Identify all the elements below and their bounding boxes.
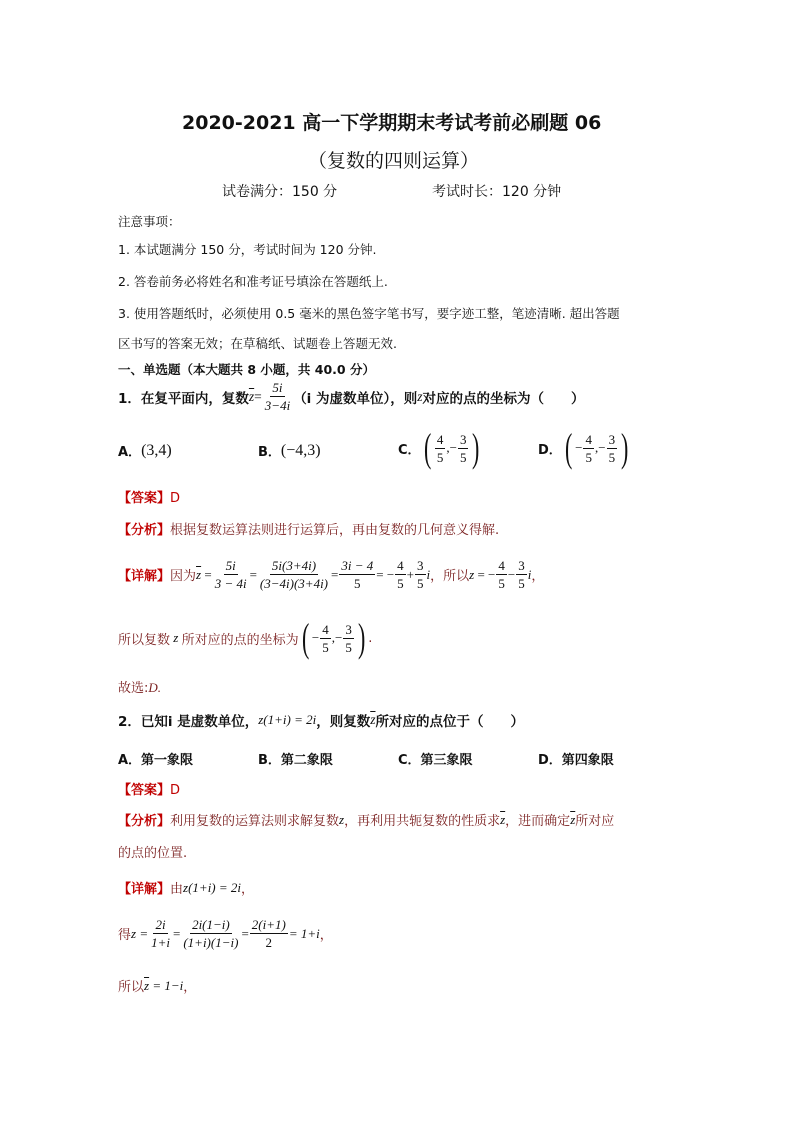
q1-c-d2: 5 — [459, 449, 467, 465]
q1-detail-line2-b: 所对应的点的坐标为 — [181, 632, 299, 648]
q1-df5-num: 3 — [417, 558, 424, 573]
q1-df2-num: 5i(3+4i) — [271, 558, 317, 573]
q1-c-d1: 5 — [436, 449, 444, 465]
q1-d-sign: − — [575, 440, 583, 455]
q1-l2-d2: 5 — [345, 639, 352, 655]
q1-l2-n1: 4 — [322, 621, 329, 637]
q2-prefix: 2．已知i 是虚数单位， — [118, 714, 259, 730]
q1-answer-label: 【答案】 — [118, 491, 171, 506]
q1-df6-num: 4 — [498, 558, 505, 573]
q1-detail-because: 因为 — [170, 569, 197, 584]
q1-detail-frac-4 — [395, 558, 406, 591]
q1-detail-frac-1 — [213, 558, 249, 591]
q1-prefix: 1．在复平面内，复数 — [118, 390, 249, 407]
q1-d-left-paren: ( — [564, 425, 573, 470]
q1-d-frac-1 — [583, 432, 594, 465]
q2-analysis-line-2: 的点的位置. — [118, 846, 188, 861]
q1-d-d2: 5 — [608, 449, 616, 465]
q1-conclusion — [118, 677, 161, 696]
q2-get-z: z = — [131, 925, 149, 941]
q2-answer-value: D — [170, 783, 181, 798]
q2-so-tail: = 1−i — [152, 977, 184, 993]
page-subtitle: （复数的四则运算） — [308, 150, 480, 172]
q1-conclusion-value: D. — [148, 680, 162, 695]
q1-detail-so: ，所以 — [430, 569, 470, 584]
q1-option-b-value: (−4,3) — [280, 441, 321, 459]
q2-mid: ，则复数 — [316, 714, 371, 730]
q2-option-c: C．第三象限 — [398, 753, 473, 768]
q2-analysis-z: z — [339, 811, 345, 827]
q1-df3-den: 5 — [354, 576, 361, 591]
q1-df1-num: 5i — [225, 558, 236, 573]
q1-l2-right-paren: ) — [357, 615, 366, 660]
q1-df4-den: 5 — [397, 576, 404, 591]
q1-option-c-label: C． — [398, 442, 421, 458]
q2-gf3-num: 2(i+1) — [251, 917, 286, 932]
q1-c-n2: 3 — [459, 431, 467, 447]
q1-df7-den: 5 — [518, 576, 525, 591]
section-heading: 一、单选题（本大题共 8 小题，共 40.0 分） — [118, 362, 375, 377]
q2-gf1-num: 2i — [155, 917, 166, 932]
q2-equation: z(1+i) = 2i — [258, 712, 317, 727]
q1-frac-den: 3−4i — [264, 398, 291, 413]
q2-detail-from: 由 — [170, 882, 184, 897]
q2-detail-comma: ， — [241, 882, 255, 897]
full-score: 试卷满分：150 分 — [222, 184, 338, 200]
note-item-2: 2. 答卷前务必将姓名和准考证号填涂在答题纸上. — [118, 274, 388, 289]
q1-detail-frac-6 — [496, 558, 507, 591]
q2-answer — [118, 779, 180, 798]
q1-df3-num: 3i − 4 — [341, 558, 374, 573]
q1-detail-line2-a: 所以复数 — [118, 632, 171, 648]
q1-d-d1: 5 — [585, 449, 592, 465]
q1-d-right-paren: ) — [621, 425, 629, 470]
q1-d-n1: 4 — [585, 431, 592, 447]
q2-g-tail: = 1+i — [288, 925, 320, 941]
q1-analysis-text: 根据复数运算法则进行运算后，再由复数的几何意义得解. — [170, 523, 500, 538]
q1-answer-value: D — [170, 491, 181, 506]
q1-option-a-label: A． — [118, 445, 142, 460]
q2-z-bar: $\overline{z}$ — [370, 712, 376, 727]
q2-detail-line-1 — [118, 878, 254, 897]
q1-z: z — [417, 388, 423, 404]
q1-df5-den: 5 — [417, 576, 424, 591]
q2-detail-eq: z(1+i) = 2i — [183, 879, 242, 895]
q1-suffix: 对应的点的坐标为（ ） — [422, 390, 585, 407]
q1-l2-left-paren: ( — [301, 615, 309, 660]
q1-d-frac-2 — [607, 432, 618, 465]
q1-detail-frac-2 — [258, 558, 330, 591]
q1-l2-frac-2 — [343, 622, 354, 655]
q1-fraction — [263, 380, 292, 413]
note-item-3-line-2: 区书写的答案无效；在草稿纸、试题卷上答题无效. — [118, 336, 397, 351]
q2-analysis-text-2: ，再利用共轭复数的性质求 — [344, 814, 501, 829]
q1-option-d-label: D． — [538, 442, 562, 458]
q1-detail-frac-5 — [415, 558, 426, 591]
q1-option-a — [118, 441, 172, 460]
q2-analysis-text-4: 所对应 — [575, 814, 615, 829]
q1-df7-num: 3 — [518, 558, 525, 573]
q1-detail-zbar: $\overline{z}$ — [196, 566, 202, 582]
q1-c-left-paren: ( — [423, 425, 431, 470]
q2-option-b: B．第二象限 — [258, 753, 333, 768]
notes-heading: 注意事项： — [118, 214, 181, 229]
q2-so: 所以 — [118, 980, 145, 995]
q1-c-n1: 4 — [436, 431, 444, 447]
exam-duration: 考试时长：120 分钟 — [432, 184, 562, 200]
q1-option-d — [538, 425, 631, 470]
q1-detail-label: 【详解】 — [118, 569, 171, 584]
q1-z-bar: $\overline{z}$ — [248, 388, 255, 404]
q1-l2-frac-1 — [320, 622, 331, 655]
q2-so-zbar: $\overline{z}$ — [144, 977, 150, 993]
q2-analysis-line-1 — [118, 810, 614, 829]
q1-d-sep: ,− — [594, 440, 606, 455]
q2-detail-line-2: 得 z = $\frac{2i}{1+i}$ = $\frac{2i(1-i)}{(1+i)(1-i)}$ = $\frac{2(i+1)}{2}$ = 1+i ， — [118, 917, 333, 950]
q1-analysis — [118, 519, 499, 538]
q1-detail-frac-3 — [339, 558, 375, 591]
note-item-3-line-1: 3. 使用答题纸时，必须使用 0.5 毫米的黑色签字笔书写，要字迹工整，笔迹清晰. 超出答题 — [118, 306, 620, 321]
q1-d-n2: 3 — [608, 431, 616, 447]
q1-frac-num: 5i — [272, 380, 283, 395]
q2-get: 得 — [118, 928, 132, 943]
q2-frac-3 — [250, 917, 288, 950]
q1-l2-n2: 3 — [345, 621, 352, 637]
q2-gf2-num: 2i(1−i) — [192, 917, 230, 932]
question-2-stem — [118, 710, 524, 730]
q2-option-d: D．第四象限 — [538, 753, 614, 768]
q2-answer-label: 【答案】 — [118, 783, 171, 798]
q2-detail-line-3: 所以 $\overline{z}$ = 1−i ， — [118, 977, 197, 995]
q1-c-sep: ,− — [446, 440, 457, 455]
q1-df4-num: 4 — [397, 558, 404, 573]
q1-df2-den: (3−4i)(3+4i) — [259, 576, 329, 591]
q1-answer — [118, 487, 180, 506]
q2-detail-label: 【详解】 — [118, 882, 171, 897]
q1-analysis-label: 【分析】 — [118, 523, 171, 538]
q1-detail-line-1: 【详解】 因为 $\overline{z}$ = $\frac{5i}{3 - 4i}$ = $\frac{5i(3+4i)}{(3-4i)(3+4i)}$ = $\frac{3i - 4}{5}$ = − $\frac{4}{5}$ + $\frac{3}{5}$ i ，所以 z = − $\frac{4}{5}$ − $\frac{3}{5}$ i ， — [118, 558, 545, 591]
q2-suffix: 所对应的点位于（ ） — [375, 714, 524, 730]
q1-option-b-label: B． — [258, 445, 281, 460]
q2-gf2-den: (1+i)(1−i) — [183, 935, 239, 950]
q1-option-b — [258, 441, 321, 460]
q2-analysis-label: 【分析】 — [118, 814, 171, 829]
q2-gf1-den: 1+i — [151, 935, 170, 950]
note-item-1: 1. 本试题满分 150 分，考试时间为 120 分钟. — [118, 242, 377, 257]
q1-detail-frac-7 — [516, 558, 527, 591]
question-1-stem — [118, 380, 585, 413]
q1-c-frac-1 — [435, 432, 446, 465]
q1-equals: = — [254, 388, 262, 404]
q2-frac-1 — [149, 917, 172, 950]
q2-analysis-text-3: ，进而确定 — [505, 814, 571, 829]
page-title: 2020-2021 高一下学期期末考试考前必刷题 06 — [182, 112, 602, 134]
q2-analysis-zbar-2: $\overline{z}$ — [570, 811, 576, 827]
q1-df6-den: 5 — [498, 576, 505, 591]
q2-gf3-den: 2 — [265, 935, 273, 950]
q2-option-a: A．第一象限 — [118, 753, 194, 768]
q1-c-frac-2 — [458, 432, 469, 465]
q1-c-right-paren: ) — [472, 425, 480, 470]
q1-conclusion-label: 故选: — [118, 681, 149, 696]
q2-analysis-zbar: $\overline{z}$ — [500, 811, 506, 827]
q2-frac-2 — [181, 917, 240, 950]
q1-detail-z: z — [469, 566, 475, 582]
q1-option-c — [398, 425, 483, 470]
q2-analysis-text-1: 利用复数的运算法则求解复数 — [170, 814, 340, 829]
q1-detail-line-2: 所以复数 z 所对应的点的坐标为 ( − $\frac{4}{5}$ ,− $\frac{3}{5}$ ) . — [118, 615, 373, 660]
q1-l2-d1: 5 — [322, 639, 329, 655]
q1-df1-den: 3 − 4i — [214, 576, 247, 591]
q1-option-a-value: (3,4) — [141, 441, 172, 459]
q1-mid: （i 为虚数单位），则 — [293, 390, 418, 407]
